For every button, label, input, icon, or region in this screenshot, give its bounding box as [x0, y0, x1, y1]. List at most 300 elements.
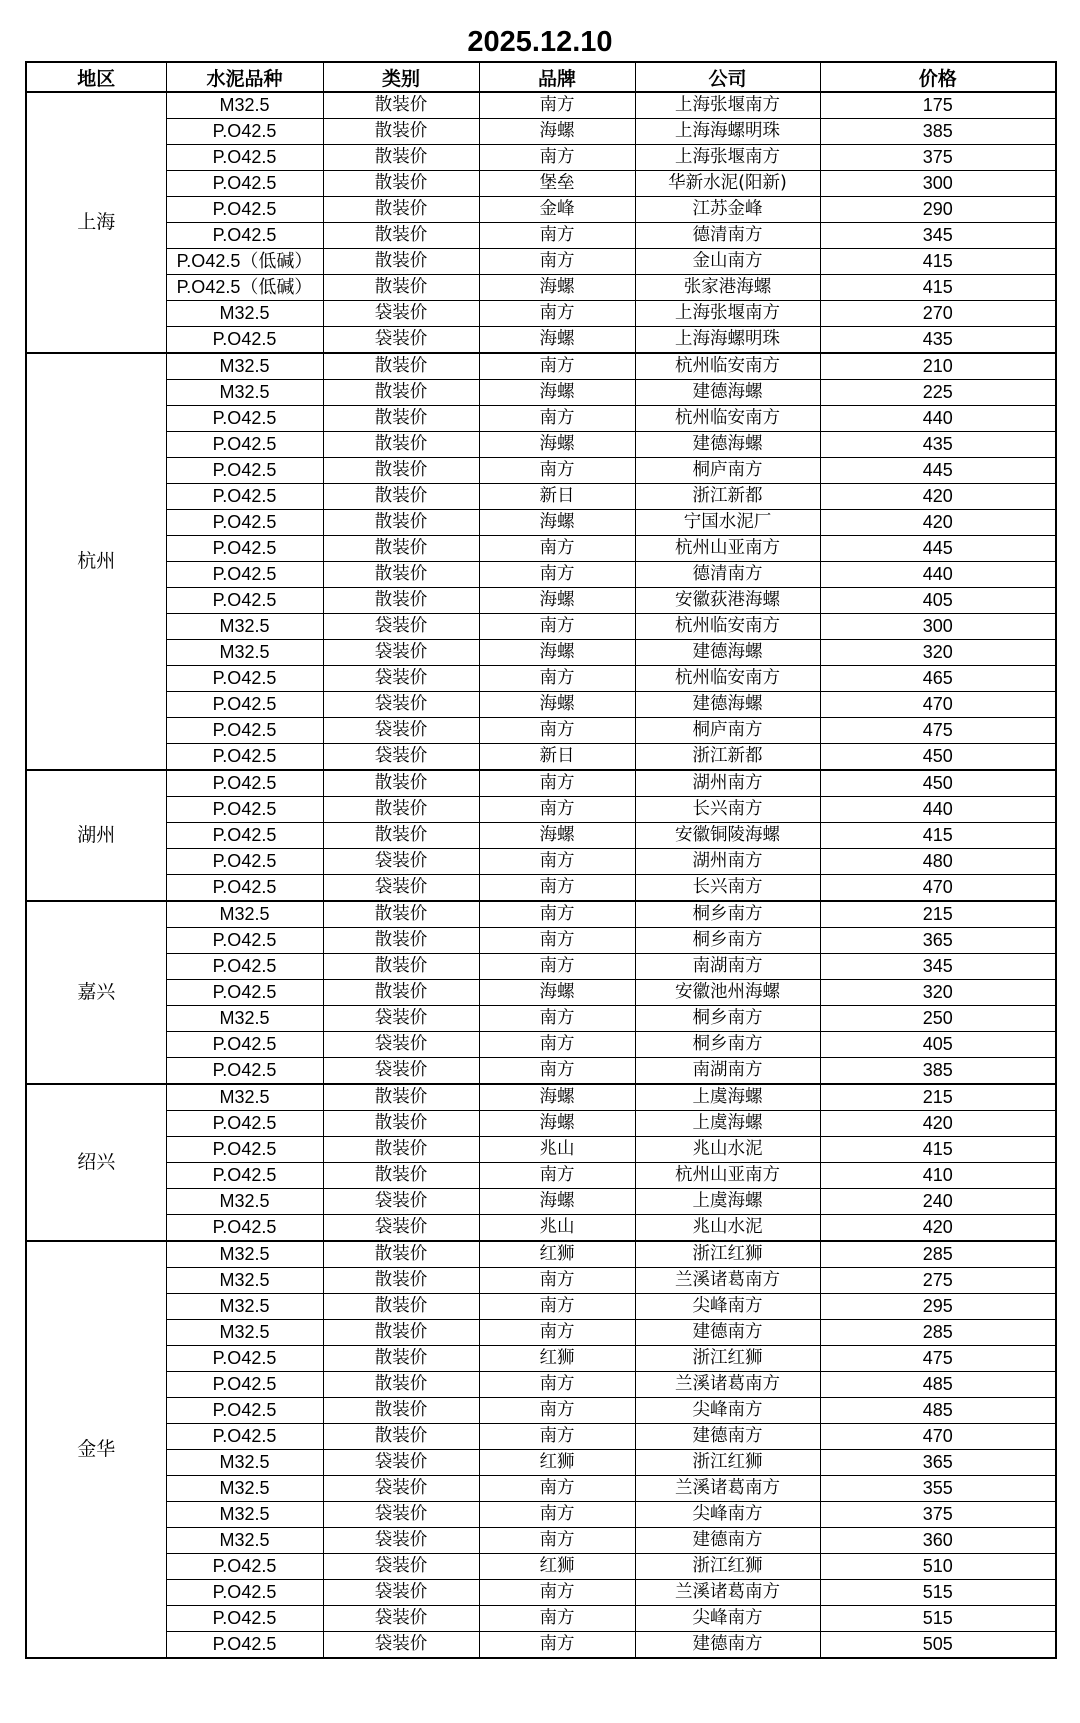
cell-category: 散装价	[323, 510, 479, 536]
cell-brand: 南方	[479, 928, 635, 954]
cell-brand: 南方	[479, 614, 635, 640]
cell-price: 285	[820, 1320, 1056, 1346]
cell-brand: 兆山	[479, 1215, 635, 1242]
table-row	[26, 770, 1056, 797]
cell-cement-type: P.O42.5	[166, 718, 323, 744]
cell-price: 290	[820, 197, 1056, 223]
cell-company: 江苏金峰	[635, 197, 820, 223]
cell-company: 德清南方	[635, 562, 820, 588]
cell-cement-type: P.O42.5	[166, 1215, 323, 1242]
cell-region: 嘉兴	[26, 901, 166, 1084]
header-price: 价格	[820, 62, 1056, 92]
table-row	[26, 1189, 1056, 1215]
cell-brand: 南方	[479, 223, 635, 249]
cell-company: 兰溪诸葛南方	[635, 1580, 820, 1606]
cell-company: 南湖南方	[635, 954, 820, 980]
cell-brand: 海螺	[479, 1189, 635, 1215]
cell-cement-type: M32.5	[166, 1450, 323, 1476]
cell-category: 散装价	[323, 1320, 479, 1346]
cell-category: 散装价	[323, 1398, 479, 1424]
table-row	[26, 1032, 1056, 1058]
cell-company: 安徽荻港海螺	[635, 588, 820, 614]
table-body	[26, 92, 1056, 1658]
table-row	[26, 849, 1056, 875]
cell-price: 210	[820, 353, 1056, 380]
cell-price: 450	[820, 744, 1056, 771]
cell-brand: 南方	[479, 1320, 635, 1346]
cell-cement-type: P.O42.5	[166, 145, 323, 171]
header-region: 地区	[26, 62, 166, 92]
table-row	[26, 1320, 1056, 1346]
cell-company: 尖峰南方	[635, 1294, 820, 1320]
header-company: 公司	[635, 62, 820, 92]
cell-company: 兰溪诸葛南方	[635, 1268, 820, 1294]
table-row	[26, 1450, 1056, 1476]
cell-company: 尖峰南方	[635, 1606, 820, 1632]
cell-brand: 南方	[479, 301, 635, 327]
cell-price: 360	[820, 1528, 1056, 1554]
cell-category: 袋装价	[323, 1502, 479, 1528]
cell-cement-type: P.O42.5	[166, 692, 323, 718]
cement-price-table	[25, 61, 1057, 1659]
cell-category: 散装价	[323, 562, 479, 588]
cell-category: 散装价	[323, 432, 479, 458]
cell-company: 建德南方	[635, 1528, 820, 1554]
cell-brand: 南方	[479, 145, 635, 171]
header-brand: 品牌	[479, 62, 635, 92]
cell-cement-type: M32.5	[166, 1528, 323, 1554]
cell-price: 300	[820, 614, 1056, 640]
cell-brand: 南方	[479, 1476, 635, 1502]
cell-brand: 南方	[479, 458, 635, 484]
table-row	[26, 1372, 1056, 1398]
table-row	[26, 1424, 1056, 1450]
cell-cement-type: P.O42.5	[166, 1137, 323, 1163]
cell-category: 袋装价	[323, 1450, 479, 1476]
cell-company: 杭州山亚南方	[635, 536, 820, 562]
cell-cement-type: P.O42.5	[166, 223, 323, 249]
cell-company: 南湖南方	[635, 1058, 820, 1085]
cell-price: 440	[820, 562, 1056, 588]
cell-category: 袋装价	[323, 614, 479, 640]
cell-price: 470	[820, 875, 1056, 902]
cell-category: 散装价	[323, 588, 479, 614]
cell-company: 桐庐南方	[635, 458, 820, 484]
cell-cement-type: P.O42.5	[166, 1554, 323, 1580]
cell-cement-type: P.O42.5	[166, 536, 323, 562]
cell-company: 长兴南方	[635, 875, 820, 902]
cell-brand: 堡垒	[479, 171, 635, 197]
cell-company: 桐乡南方	[635, 1032, 820, 1058]
table-row	[26, 145, 1056, 171]
cell-category: 袋装价	[323, 1032, 479, 1058]
cell-price: 515	[820, 1580, 1056, 1606]
cell-brand: 南方	[479, 92, 635, 119]
cell-cement-type: P.O42.5	[166, 954, 323, 980]
cell-cement-type: P.O42.5	[166, 1398, 323, 1424]
cell-price: 475	[820, 1346, 1056, 1372]
table-row	[26, 692, 1056, 718]
table-row	[26, 640, 1056, 666]
table-row	[26, 171, 1056, 197]
table-row	[26, 1268, 1056, 1294]
table-row	[26, 1502, 1056, 1528]
cell-brand: 红狮	[479, 1450, 635, 1476]
cell-company: 尖峰南方	[635, 1502, 820, 1528]
cell-brand: 海螺	[479, 980, 635, 1006]
cell-price: 375	[820, 1502, 1056, 1528]
table-row	[26, 1554, 1056, 1580]
cell-company: 兆山水泥	[635, 1215, 820, 1242]
table-row	[26, 1528, 1056, 1554]
cell-price: 225	[820, 380, 1056, 406]
cell-category: 散装价	[323, 1111, 479, 1137]
cell-price: 510	[820, 1554, 1056, 1580]
cell-region: 绍兴	[26, 1084, 166, 1241]
table-row	[26, 562, 1056, 588]
table-row	[26, 406, 1056, 432]
table-row	[26, 249, 1056, 275]
table-row	[26, 1632, 1056, 1659]
cell-cement-type: P.O42.5	[166, 666, 323, 692]
table-row	[26, 875, 1056, 902]
cell-company: 杭州临安南方	[635, 666, 820, 692]
cell-price: 240	[820, 1189, 1056, 1215]
cell-brand: 南方	[479, 1268, 635, 1294]
cell-brand: 南方	[479, 406, 635, 432]
cell-brand: 南方	[479, 536, 635, 562]
cell-brand: 南方	[479, 849, 635, 875]
cell-company: 杭州临安南方	[635, 614, 820, 640]
cell-category: 袋装价	[323, 1006, 479, 1032]
cell-company: 桐乡南方	[635, 928, 820, 954]
cell-category: 散装价	[323, 119, 479, 145]
cell-price: 420	[820, 1111, 1056, 1137]
cell-brand: 南方	[479, 1058, 635, 1085]
cell-price: 270	[820, 301, 1056, 327]
cell-company: 建德海螺	[635, 692, 820, 718]
cell-brand: 南方	[479, 1372, 635, 1398]
cell-brand: 南方	[479, 1580, 635, 1606]
cell-company: 建德南方	[635, 1424, 820, 1450]
cell-cement-type: M32.5	[166, 1268, 323, 1294]
cell-category: 散装价	[323, 954, 479, 980]
cell-brand: 红狮	[479, 1241, 635, 1268]
cell-brand: 海螺	[479, 510, 635, 536]
cell-cement-type: P.O42.5（低碱）	[166, 249, 323, 275]
cell-brand: 南方	[479, 562, 635, 588]
cell-price: 420	[820, 484, 1056, 510]
cell-category: 散装价	[323, 1084, 479, 1111]
cell-company: 湖州南方	[635, 770, 820, 797]
cell-brand: 海螺	[479, 1111, 635, 1137]
cell-price: 485	[820, 1398, 1056, 1424]
cell-company: 上虞海螺	[635, 1084, 820, 1111]
cell-category: 散装价	[323, 770, 479, 797]
cell-brand: 海螺	[479, 588, 635, 614]
cell-company: 浙江新都	[635, 744, 820, 771]
cell-category: 散装价	[323, 197, 479, 223]
table-header-row	[26, 62, 1056, 92]
cell-company: 尖峰南方	[635, 1398, 820, 1424]
cell-price: 405	[820, 1032, 1056, 1058]
cell-company: 杭州临安南方	[635, 353, 820, 380]
cell-brand: 南方	[479, 1032, 635, 1058]
cell-category: 散装价	[323, 928, 479, 954]
cell-brand: 南方	[479, 797, 635, 823]
cell-price: 515	[820, 1606, 1056, 1632]
table-row	[26, 510, 1056, 536]
table-row	[26, 1580, 1056, 1606]
cell-brand: 南方	[479, 954, 635, 980]
cell-category: 散装价	[323, 980, 479, 1006]
cell-category: 袋装价	[323, 327, 479, 354]
cell-cement-type: P.O42.5	[166, 1424, 323, 1450]
cell-price: 410	[820, 1163, 1056, 1189]
cell-company: 桐庐南方	[635, 718, 820, 744]
cell-company: 上海张堰南方	[635, 301, 820, 327]
cell-category: 散装价	[323, 901, 479, 928]
cell-category: 散装价	[323, 92, 479, 119]
cell-company: 桐乡南方	[635, 1006, 820, 1032]
cell-price: 405	[820, 588, 1056, 614]
cell-price: 445	[820, 458, 1056, 484]
cell-price: 215	[820, 1084, 1056, 1111]
cell-category: 散装价	[323, 249, 479, 275]
cell-cement-type: P.O42.5	[166, 406, 323, 432]
cell-cement-type: P.O42.5	[166, 1632, 323, 1659]
cell-cement-type: P.O42.5	[166, 458, 323, 484]
cell-region: 湖州	[26, 770, 166, 901]
cell-brand: 南方	[479, 249, 635, 275]
cell-brand: 红狮	[479, 1346, 635, 1372]
cell-category: 袋装价	[323, 1606, 479, 1632]
cell-price: 175	[820, 92, 1056, 119]
cell-company: 长兴南方	[635, 797, 820, 823]
cell-company: 杭州临安南方	[635, 406, 820, 432]
cell-price: 365	[820, 1450, 1056, 1476]
cell-company: 建德南方	[635, 1320, 820, 1346]
cell-price: 415	[820, 1137, 1056, 1163]
cell-brand: 南方	[479, 353, 635, 380]
cell-brand: 南方	[479, 1398, 635, 1424]
cell-cement-type: M32.5	[166, 1241, 323, 1268]
cell-company: 安徽铜陵海螺	[635, 823, 820, 849]
cell-company: 金山南方	[635, 249, 820, 275]
cell-cement-type: M32.5	[166, 1502, 323, 1528]
table-row	[26, 223, 1056, 249]
cell-brand: 新日	[479, 484, 635, 510]
cell-category: 散装价	[323, 223, 479, 249]
cell-company: 浙江红狮	[635, 1450, 820, 1476]
header-category: 类别	[323, 62, 479, 92]
cell-price: 345	[820, 954, 1056, 980]
cell-company: 上海海螺明珠	[635, 119, 820, 145]
cell-brand: 金峰	[479, 197, 635, 223]
cell-price: 505	[820, 1632, 1056, 1659]
cell-price: 300	[820, 171, 1056, 197]
cell-company: 浙江新都	[635, 484, 820, 510]
cell-category: 袋装价	[323, 640, 479, 666]
cell-company: 兰溪诸葛南方	[635, 1476, 820, 1502]
cell-brand: 新日	[479, 744, 635, 771]
cell-brand: 海螺	[479, 275, 635, 301]
cell-cement-type: M32.5	[166, 1189, 323, 1215]
cell-brand: 南方	[479, 1294, 635, 1320]
cell-price: 420	[820, 1215, 1056, 1242]
cell-price: 415	[820, 275, 1056, 301]
cell-category: 散装价	[323, 145, 479, 171]
cell-company: 上海张堰南方	[635, 145, 820, 171]
table-row	[26, 432, 1056, 458]
cell-price: 470	[820, 692, 1056, 718]
cell-company: 上虞海螺	[635, 1189, 820, 1215]
cell-category: 散装价	[323, 1137, 479, 1163]
cell-price: 485	[820, 1372, 1056, 1398]
cell-region: 杭州	[26, 353, 166, 770]
cell-cement-type: P.O42.5	[166, 1372, 323, 1398]
cell-category: 散装价	[323, 1346, 479, 1372]
cell-category: 袋装价	[323, 1189, 479, 1215]
table-row	[26, 1241, 1056, 1268]
cell-price: 440	[820, 406, 1056, 432]
cell-company: 上海海螺明珠	[635, 327, 820, 354]
cell-category: 袋装价	[323, 849, 479, 875]
cell-category: 袋装价	[323, 666, 479, 692]
cell-cement-type: P.O42.5	[166, 171, 323, 197]
cell-price: 375	[820, 145, 1056, 171]
table-row	[26, 301, 1056, 327]
table-row	[26, 1294, 1056, 1320]
cell-cement-type: P.O42.5	[166, 1058, 323, 1085]
cell-category: 散装价	[323, 1163, 479, 1189]
cell-price: 470	[820, 1424, 1056, 1450]
cell-cement-type: M32.5	[166, 1476, 323, 1502]
table-row	[26, 1476, 1056, 1502]
cell-category: 散装价	[323, 406, 479, 432]
cell-cement-type: P.O42.5	[166, 1580, 323, 1606]
cell-brand: 南方	[479, 1006, 635, 1032]
cell-brand: 南方	[479, 901, 635, 928]
cell-region: 金华	[26, 1241, 166, 1658]
table-row	[26, 1006, 1056, 1032]
cell-category: 袋装价	[323, 1215, 479, 1242]
cell-cement-type: P.O42.5	[166, 744, 323, 771]
cell-category: 袋装价	[323, 1476, 479, 1502]
cell-cement-type: P.O42.5	[166, 119, 323, 145]
table-row	[26, 1137, 1056, 1163]
cell-brand: 海螺	[479, 119, 635, 145]
cell-brand: 海螺	[479, 327, 635, 354]
cell-price: 320	[820, 640, 1056, 666]
cell-brand: 南方	[479, 1632, 635, 1659]
table-row	[26, 901, 1056, 928]
cell-cement-type: P.O42.5	[166, 770, 323, 797]
table-row	[26, 928, 1056, 954]
cell-cement-type: M32.5	[166, 901, 323, 928]
table-row	[26, 744, 1056, 771]
cell-category: 散装价	[323, 1424, 479, 1450]
cell-company: 华新水泥(阳新)	[635, 171, 820, 197]
table-row	[26, 327, 1056, 354]
cell-cement-type: P.O42.5	[166, 588, 323, 614]
header-cement-type: 水泥品种	[166, 62, 323, 92]
table-row	[26, 1058, 1056, 1085]
cell-brand: 海螺	[479, 1084, 635, 1111]
cell-category: 散装价	[323, 171, 479, 197]
cell-cement-type: M32.5	[166, 614, 323, 640]
cell-cement-type: P.O42.5	[166, 1346, 323, 1372]
cell-region: 上海	[26, 92, 166, 353]
cell-cement-type: P.O42.5	[166, 562, 323, 588]
table-row	[26, 275, 1056, 301]
cell-category: 袋装价	[323, 1528, 479, 1554]
cell-price: 355	[820, 1476, 1056, 1502]
cell-category: 袋装价	[323, 718, 479, 744]
cell-company: 桐乡南方	[635, 901, 820, 928]
cell-cement-type: M32.5	[166, 1006, 323, 1032]
table-row	[26, 666, 1056, 692]
cell-brand: 海螺	[479, 692, 635, 718]
cell-price: 365	[820, 928, 1056, 954]
cell-category: 散装价	[323, 1294, 479, 1320]
cell-price: 415	[820, 823, 1056, 849]
cell-cement-type: M32.5	[166, 1084, 323, 1111]
table-row	[26, 353, 1056, 380]
cell-price: 250	[820, 1006, 1056, 1032]
cell-price: 345	[820, 223, 1056, 249]
cell-company: 建德海螺	[635, 640, 820, 666]
cell-category: 散装价	[323, 380, 479, 406]
cell-cement-type: M32.5	[166, 1294, 323, 1320]
cell-company: 湖州南方	[635, 849, 820, 875]
cell-brand: 红狮	[479, 1554, 635, 1580]
cell-category: 散装价	[323, 353, 479, 380]
cell-brand: 海螺	[479, 380, 635, 406]
cell-price: 465	[820, 666, 1056, 692]
cell-price: 475	[820, 718, 1056, 744]
cell-brand: 南方	[479, 1528, 635, 1554]
cell-company: 杭州山亚南方	[635, 1163, 820, 1189]
cell-cement-type: P.O42.5	[166, 875, 323, 902]
cell-price: 435	[820, 327, 1056, 354]
cell-brand: 海螺	[479, 823, 635, 849]
table-row	[26, 588, 1056, 614]
cell-price: 435	[820, 432, 1056, 458]
table-row	[26, 1163, 1056, 1189]
cell-category: 散装价	[323, 1372, 479, 1398]
cell-cement-type: P.O42.5	[166, 980, 323, 1006]
cell-price: 285	[820, 1241, 1056, 1268]
cell-cement-type: P.O42.5	[166, 1032, 323, 1058]
cell-company: 兆山水泥	[635, 1137, 820, 1163]
cell-price: 480	[820, 849, 1056, 875]
cell-cement-type: P.O42.5	[166, 823, 323, 849]
cell-cement-type: M32.5	[166, 92, 323, 119]
cell-brand: 南方	[479, 1502, 635, 1528]
cell-cement-type: P.O42.5	[166, 797, 323, 823]
cell-company: 安徽池州海螺	[635, 980, 820, 1006]
cell-company: 建德海螺	[635, 380, 820, 406]
cell-price: 215	[820, 901, 1056, 928]
table-row	[26, 1111, 1056, 1137]
cell-cement-type: M32.5	[166, 640, 323, 666]
cell-cement-type: P.O42.5	[166, 1111, 323, 1137]
cell-brand: 南方	[479, 718, 635, 744]
cell-category: 散装价	[323, 484, 479, 510]
cell-brand: 海螺	[479, 432, 635, 458]
table-row	[26, 119, 1056, 145]
